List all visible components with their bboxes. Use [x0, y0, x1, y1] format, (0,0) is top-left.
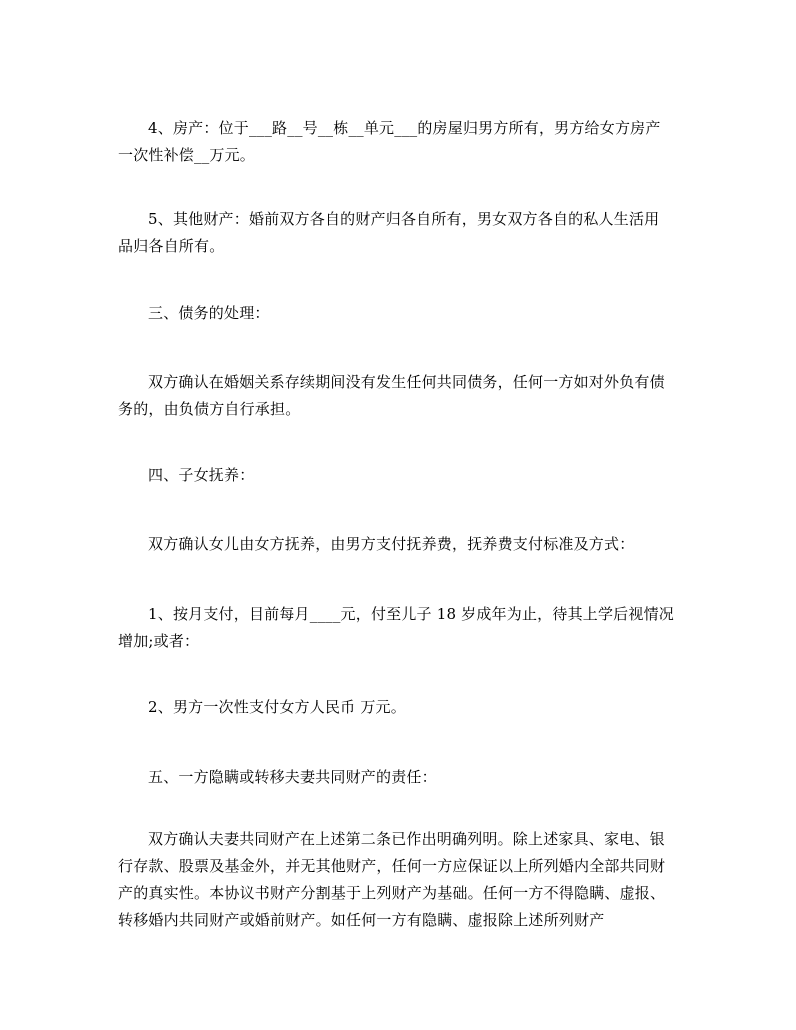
clause-4-real-estate: 4、房产：位于___路__号__栋__单元___的房屋归男方所有，男方给女方房产一次性补偿__万元。 [118, 119, 661, 164]
child-support-option-1: 1、按月支付，目前每月____元，付至儿子 18 岁成年为止，待其上学后视情况增加;或者： [118, 605, 674, 650]
section-5-heading: 五、一方隐瞒或转移夫妻共同财产的责任： [148, 768, 437, 786]
section-3-debt-paragraph: 双方确认在婚姻关系存续期间没有发生任何共同债务，任何一方如对外负有债务的，由负债方自行承担。 [118, 373, 665, 418]
section-4-heading: 四、子女抚养： [148, 466, 255, 484]
section-3-heading: 三、债务的处理： [148, 304, 270, 322]
section-4-intro-paragraph: 双方确认女儿由女方抚养，由男方支付抚养费，抚养费支付标准及方式： [148, 535, 635, 553]
child-support-option-2: 2、男方一次性支付女方人民币 万元。 [148, 698, 406, 716]
section-5-paragraph: 双方确认夫妻共同财产在上述第二条已作出明确列明。除上述家具、家电、银行存款、股票及基金外，并无其他财产，任何一方应保证以上所列婚内全部共同财产的真实性。本协议书财产分割基于上列财产为基础。任何一方不得隐瞒、虚报、转移婚内共同财产或婚前财产。如任何一方有隐瞒、虚报除上述所列财产 [118, 830, 666, 929]
clause-5-other-property: 5、其他财产：婚前双方各自的财产归各自所有，男女双方各自的私人生活用品归各自所有。 [118, 210, 660, 255]
